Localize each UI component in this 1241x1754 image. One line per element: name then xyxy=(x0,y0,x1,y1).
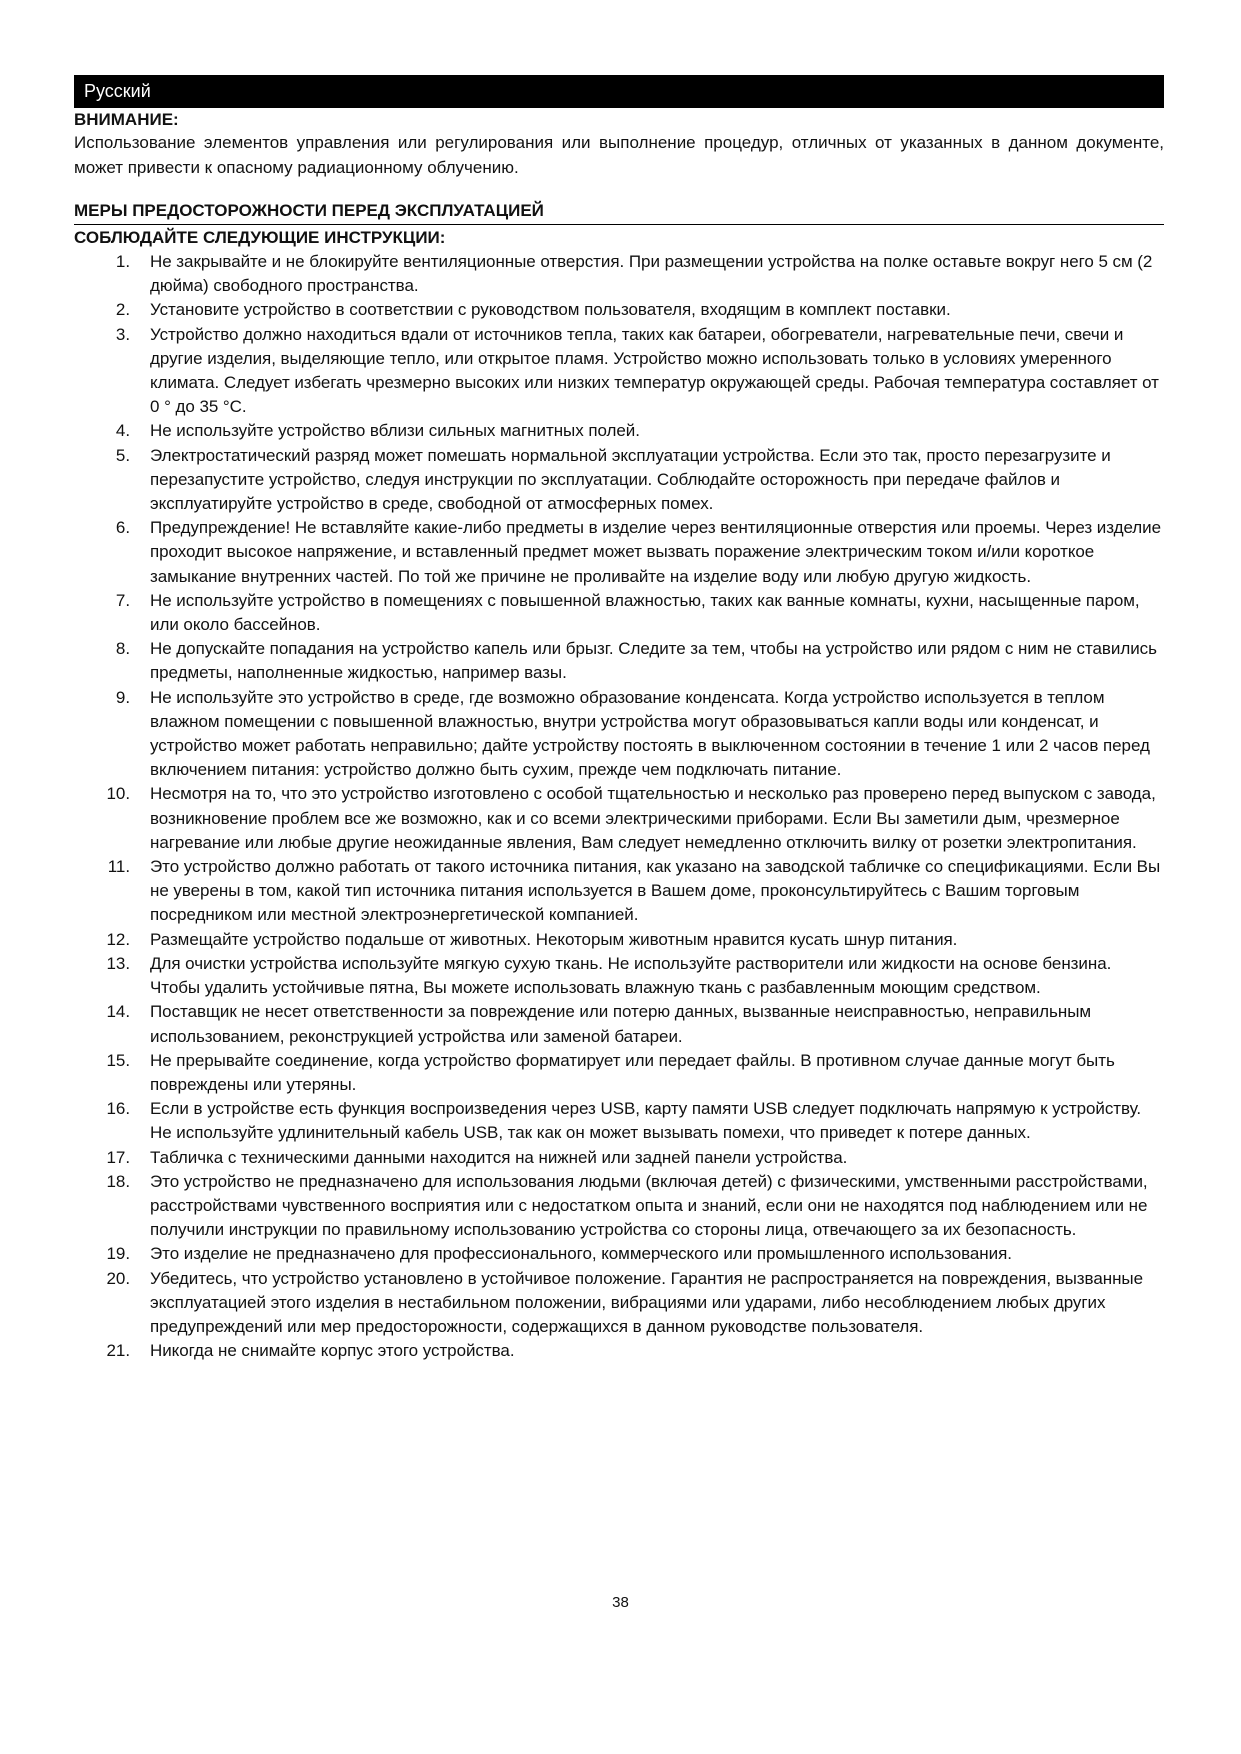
language-label: Русский xyxy=(84,81,151,101)
warning-text: Использование элементов управления или регулирования или выполнение процедур, отличных от указанных в данном документе, может привести к опасному радиационному облучению. xyxy=(74,133,1164,177)
list-item-number: 6. xyxy=(115,518,130,538)
list-item-text: Не закрывайте и не блокируйте вентиляционные отверстия. При размещении устройства на полке оставьте вокруг него 5 см (2 дюйма) свободного пространства. xyxy=(150,252,1153,296)
list-item-number: 3. xyxy=(115,324,130,344)
list-item-text: Для очистки устройства используйте мягкую сухую ткань. Не используйте растворители или жидкости на основе бензина. Чтобы удалить устойчивые пятна, Вы можете использовать влажную ткань с разбавленным моющим средством. xyxy=(150,953,1112,998)
list-item-text: Поставщик не несет ответственности за повреждение или потерю данных, вызванные неисправностью, неправильным использованием, реконструкцией устройства или заменой батареи. xyxy=(150,1002,1092,1046)
list-item-text: Электростатический разряд может помешать нормальной эксплуатации устройства. Если это так, просто перезагрузите и перезапустите устройство, следуя инструкции по эксплуатации. Соблюдайте осторожность при передаче файлов и эксплуатируйте устройство в среде, свободной от атмосферных помех. xyxy=(150,445,1111,514)
list-item xyxy=(74,516,1164,589)
list-item-number: 7. xyxy=(115,590,130,610)
list-item xyxy=(74,952,1164,1000)
list-item xyxy=(74,928,1164,952)
list-item-number: 8. xyxy=(115,639,130,659)
warning-heading: ВНИМАНИЕ: xyxy=(74,110,179,129)
warning-section xyxy=(74,108,1164,180)
list-item xyxy=(74,1170,1164,1243)
list-item-number: 19. xyxy=(106,1244,130,1264)
list-item-text: Несмотря на то, что это устройство изготовлено с особой тщательностью и несколько раз проверено перед выпуском с завода, возникновение проблем все же возможно, как и со всеми электрическими приборами. Если Вы заметили дым, чрезмерное нагревание или любые другие неожиданные явления, Вам следует немедленно отключить вилку от розетки электропитания. xyxy=(150,784,1156,852)
list-item xyxy=(74,250,1164,298)
list-item-text: Если в устройстве есть функция воспроизведения через USB, карту памяти USB следует подключать напрямую к устройству. Не используйте удлинительный кабель USB, так как он может вызывать помехи, что приведет к потере данных. xyxy=(150,1099,1142,1143)
list-item-number: 15. xyxy=(106,1050,130,1070)
list-item-number: 9. xyxy=(115,687,130,707)
list-item-text: Убедитесь, что устройство установлено в устойчивое положение. Гарантия не распространяется на повреждения, вызванные эксплуатацией этого изделия в нестабильном положении, вибрациями или ударами, либо несоблюдением любых других предупреждений или мер предосторожности, содержащихся в данном руководстве пользователя. xyxy=(150,1268,1144,1336)
list-item-text: Не используйте это устройство в среде, где возможно образование конденсата. Когда устройство используется в теплом влажном помещении с повышенной влажностью, внутри устройства могут образовываться капли воды или конденсат, и устройство может работать неправильно; дайте устройству постоять в выключенном состоянии в течение 1 или 2 часов перед включением питания: устройство должно быть сухим, прежде чем подключать питание. xyxy=(150,687,1150,780)
list-item-number: 21. xyxy=(106,1341,130,1361)
list-item-number: 16. xyxy=(106,1099,130,1119)
list-item-number: 11. xyxy=(107,857,130,877)
list-item xyxy=(74,419,1164,443)
list-item-text: Табличка с техническими данными находится на нижней или задней панели устройства. xyxy=(150,1147,848,1167)
list-item-text: Предупреждение! Не вставляйте какие-либо предметы в изделие через вентиляционные отверстия или проемы. Через изделие проходит высокое напряжение, и вставленный предмет может вызвать поражение электрическим током и/или короткое замыкание внутренних частей. По той же причине не проливайте на изделие воду или любую другую жидкость. xyxy=(150,518,1162,586)
list-item-text: Не прерывайте соединение, когда устройство форматирует или передает файлы. В противном случае данные могут быть повреждены или утеряны. xyxy=(150,1050,1115,1094)
language-header-bar xyxy=(74,75,1164,108)
list-item xyxy=(74,637,1164,685)
list-item xyxy=(74,1267,1164,1340)
list-item-text: Устройство должно находиться вдали от источников тепла, таких как батареи, обогреватели, нагревательные печи, свечи и другие изделия, выделяющие тепло, или открытое пламя. Устройство можно использовать только в условиях умеренного климата. Следует избегать чрезмерно высоких или низких температур окружающей среды. Рабочая температура составляет от 0 ° до 35 °C. xyxy=(150,324,1159,417)
list-item-number: 18. xyxy=(106,1171,130,1191)
list-item xyxy=(74,1146,1164,1170)
list-item xyxy=(74,1000,1164,1048)
list-item-number: 14. xyxy=(106,1002,130,1022)
list-item-text: Это устройство не предназначено для использования людьми (включая детей) с физическими, умственными расстройствами, расстройствами чувственного восприятия или с недостатком опыта и знаний, если они не находятся под наблюдением или не получили инструкции по правильному использованию устройства со стороны лица, отвечающего за их безопасность. xyxy=(150,1171,1148,1240)
list-item xyxy=(74,1049,1164,1097)
list-item-text: Это изделие не предназначено для профессионального, коммерческого или промышленного использования. xyxy=(150,1244,1012,1264)
list-item xyxy=(74,298,1164,322)
page-number: 38 xyxy=(612,1594,629,1611)
list-item-number: 20. xyxy=(106,1268,130,1288)
list-item-text: Не допускайте попадания на устройство капель или брызг. Следите за тем, чтобы на устройство или рядом с ним не ставились предметы, наполненные жидкостью, например вазы. xyxy=(150,639,1157,683)
list-item-number: 10. xyxy=(106,784,130,804)
list-item xyxy=(74,1339,1164,1363)
list-item xyxy=(74,1097,1164,1145)
list-item-text: Размещайте устройство подальше от животных. Некоторым животным нравится кусать шнур питания. xyxy=(150,929,958,949)
list-item-number: 2. xyxy=(115,300,130,320)
list-item-number: 12. xyxy=(106,929,130,949)
list-item-text: Это устройство должно работать от такого источника питания, как указано на заводской табличке со спецификациями. Если Вы не уверены в том, какой тип источника питания используется в Вашем доме, проконсультируйтесь с Вашим торговым посредником или местной электроэнергетической компанией. xyxy=(150,857,1161,925)
list-item xyxy=(74,855,1164,928)
list-item xyxy=(74,589,1164,637)
list-item-number: 13. xyxy=(106,953,130,973)
list-item-number: 17. xyxy=(106,1147,130,1167)
list-item xyxy=(74,444,1164,517)
precautions-subtitle: СОБЛЮДАЙТЕ СЛЕДУЮЩИЕ ИНСТРУКЦИИ: xyxy=(74,228,446,247)
list-item-text: Установите устройство в соответствии с руководством пользователя, входящим в комплект поставки. xyxy=(150,300,951,320)
list-item-number: 5. xyxy=(115,445,130,465)
list-item xyxy=(74,782,1164,855)
list-item-text: Не используйте устройство в помещениях с повышенной влажностью, таких как ванные комнаты, кухни, насыщенные паром, или около бассейнов. xyxy=(150,590,1140,635)
list-item-number: 4. xyxy=(115,421,130,441)
list-item xyxy=(74,1242,1164,1266)
precautions-title: МЕРЫ ПРЕДОСТОРОЖНОСТИ ПЕРЕД ЭКСПЛУАТАЦИЕЙ xyxy=(74,200,1164,225)
list-item-text: Не используйте устройство вблизи сильных магнитных полей. xyxy=(150,421,640,441)
list-item xyxy=(74,686,1164,783)
page-content xyxy=(74,75,1164,1363)
list-item-text: Никогда не снимайте корпус этого устройства. xyxy=(150,1341,515,1361)
list-item-number: 1. xyxy=(115,252,130,271)
list-item xyxy=(74,323,1164,420)
precautions-list xyxy=(74,250,1164,1363)
